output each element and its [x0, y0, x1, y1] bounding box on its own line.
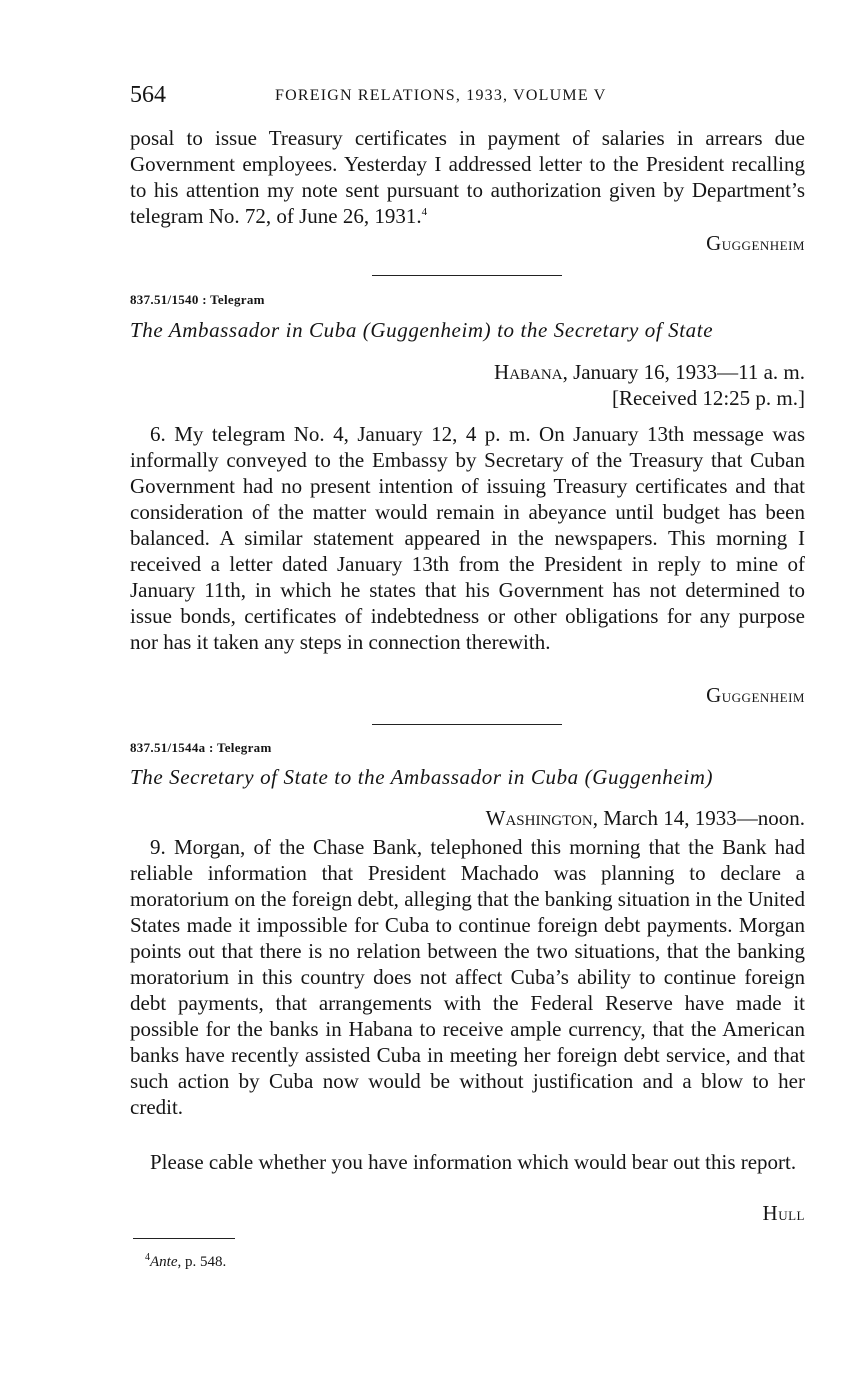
dateline-place: Habana: [494, 360, 563, 384]
signature-guggenheim-1: Guggenheim: [706, 231, 805, 255]
section-divider: [372, 275, 562, 276]
dateline-place: Washington: [485, 806, 593, 830]
footnote: [145, 1248, 226, 1272]
signature-guggenheim-2: Guggenheim: [706, 683, 805, 707]
footnote-divider: [133, 1238, 235, 1239]
file-reference: 837.51/1544a : Telegram: [130, 740, 272, 755]
signature-hull: Hull: [762, 1201, 805, 1225]
footnote-marker: 4: [145, 1252, 150, 1263]
running-head: [130, 80, 805, 110]
footnote-reference: 4: [421, 206, 428, 218]
footnote-ante: Ante: [150, 1254, 178, 1270]
continuation-paragraph: posal to issue Treasury certificates in payment of salaries in arrears due Government employees. Yesterday I addressed letter to the President recalling to his attention my note sent pursuant to authorization given by Department’s telegram No. 72, of June 26, 1931.$^4$: [130, 126, 805, 228]
telegram-body-closing: Please cable whether you have information which would bear out this report.: [150, 1150, 797, 1174]
received-time: [Received 12:25 p. m.]: [611, 386, 805, 410]
document-title: The Ambassador in Cuba (Guggenheim) to the Secretary of State: [130, 318, 714, 342]
telegram-body: 9. Morgan, of the Chase Bank, telephoned this morning that the Bank had reliable information that President Machado was planning to declare a moratorium on the foreign debt, alleging that the banking situation in the United States made it impossible for Cuba to continue foreign debt payments. Morgan points out that there is no relation between the two situations, that the banking moratorium in this country does not affect Cuba’s ability to continue foreign debt payments, that arrangements with the Federal Reserve have made it possible for the banks in Habana to receive ample currency, that the American banks have recently assisted Cuba in meeting her foreign debt service, and that such action by Cuba now would be without justification and a blow to her credit.: [130, 835, 805, 1119]
dateline-date: , January 16, 1933—11 a. m.: [562, 360, 805, 384]
footnote-text: , p. 548.: [177, 1254, 227, 1270]
page-number: 564: [130, 82, 166, 108]
dateline-date: , March 14, 1933—noon.: [592, 806, 805, 830]
dateline: [494, 359, 805, 385]
file-reference: 837.51/1540 : Telegram: [130, 292, 265, 307]
document-title: The Secretary of State to the Ambassador in Cuba (Guggenheim): [130, 765, 714, 789]
running-title: FOREIGN RELATIONS, 1933, VOLUME V: [275, 87, 607, 104]
telegram-body: 6. My telegram No. 4, January 12, 4 p. m. On January 13th message was informally conveyed to the Embassy by Secretary of the Treasury that Cuban Government had no present intention of issuing Treasury certificates and that consideration of the matter would remain in abeyance until budget has been balanced. A similar statement appeared in the newspapers. This morning I received a letter dated January 13th from the President in reply to mine of January 11th, in which he states that his Government has not determined to issue bonds, certificates of indebtedness or other obligations for any purpose nor has it taken any steps in connection therewith.: [130, 422, 805, 654]
dateline: [486, 805, 805, 831]
section-divider: [372, 724, 562, 725]
